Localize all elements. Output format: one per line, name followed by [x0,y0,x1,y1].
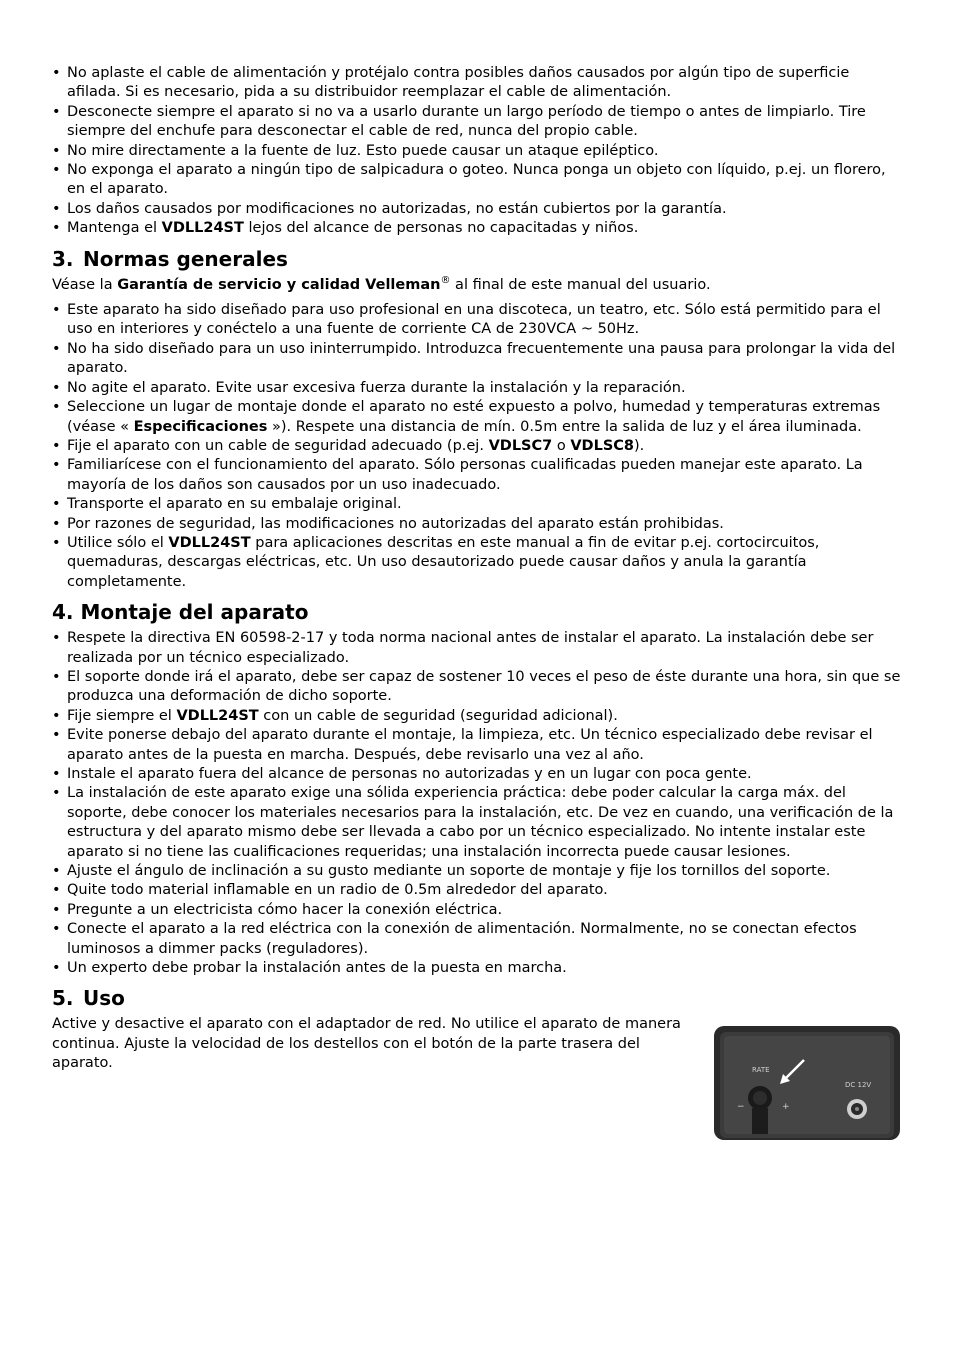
list-item: • Mantenga el VDLL24ST lejos del alcance de personas no capacitadas y niños. [52,219,902,238]
list-item: • No mire directamente a la fuente de luz. Esto puede causar un ataque epiléptico. [52,142,902,161]
list-item: • Familiarícese con el funcionamiento del aparato. Sólo personas cualificadas pueden manejar este aparato. La mayoría de los daños son causados por un uso inadecuado. [52,456,902,495]
section-5-heading: 5. Uso [52,986,125,1011]
list-item: • Este aparato ha sido diseñado para uso profesional en una discoteca, un teatro, etc. Sólo está permitido para el uso en interiores y conéctelo a una fuente de corriente CA de 230VCA ~ 50Hz. [52,301,902,340]
list-item: • Quite todo material inflamable en un radio de 0.5m alrededor del aparato. [52,881,902,900]
list-item: • No exponga el aparato a ningún tipo de salpicadura o goteo. Nunca ponga un objeto con líquido, p.ej. un florero, en el aparato. [52,161,902,200]
section-3-intro: Véase la Garantía de servicio y calidad Velleman® al final de este manual del usuario. [52,274,711,293]
intro-bullet-list [52,64,902,239]
list-item: • Desconecte siempre el aparato si no va a usarlo durante un largo período de tiempo o antes de limpiarlo. Tire siempre del enchufe para desconectar el cable de red, nunca del propio cable. [52,103,902,142]
bold-term: VDLSC7 [488,437,553,454]
bold-term: Garantía de servicio y calidad Velleman [117,276,441,293]
section-4-bullet-list [52,629,902,978]
device-rear-image [712,1024,902,1142]
list-item: • No ha sido diseñado para un uso ininterrumpido. Introduzca frecuentemente una pausa para prolongar la vida del aparato. [52,340,902,379]
list-item: • Los daños causados por modificaciones no autorizadas, no están cubiertos por la garantía. [52,200,902,219]
minus-label: − [737,1102,745,1112]
bold-term: VDLL24ST [176,707,259,724]
list-item: • Utilice sólo el VDLL24ST para aplicaciones descritas en este manual a fin de evitar p.ej. cortocircuitos, quemaduras, descargas eléctricas, etc. Un uso desautorizado puede causar daños y anula la garantía completamente. [52,534,902,592]
list-item: • Por razones de seguridad, las modificaciones no autorizadas del aparato están prohibidas. [52,515,902,534]
list-item: • La instalación de este aparato exige una sólida experiencia práctica: debe poder calcular la carga máx. del soporte, debe conocer los materiales necesarios para la instalación, etc. De vez en cuando, una verificación de la estructura y del aparato mismo debe ser llevada a cabo por un técnico especializado. No intente instalar este aparato si no tiene las cualificaciones requeridas; una instalación incorrecta puede causar lesiones. [52,784,902,862]
section-4-heading: 4. Montaje del aparato [52,600,309,625]
bold-term: VDLSC8 [570,437,634,454]
list-item: • Fije siempre el VDLL24ST con un cable de seguridad (seguridad adicional). [52,707,902,726]
list-item: • Conecte el aparato a la red eléctrica con la conexión de alimentación. Normalmente, no se conectan efectos luminosos a dimmer packs (reguladores). [52,920,902,959]
bold-term: Especificaciones [133,418,268,435]
plus-label: + [782,1102,790,1112]
list-item: • Seleccione un lugar de montaje donde el aparato no esté expuesto a polvo, humedad y temperaturas extremas (véase « Especificaciones »). Respete una distancia de mín. 0.5m entre la salida de luz y el área iluminada. [52,398,902,437]
list-item: • Pregunte a un electricista cómo hacer la conexión eléctrica. [52,901,902,920]
list-item: • Ajuste el ángulo de inclinación a su gusto mediante un soporte de montaje y fije los tornillos del soporte. [52,862,902,881]
list-item: • Un experto debe probar la instalación antes de la puesta en marcha. [52,959,902,978]
list-item: • El soporte donde irá el aparato, debe ser capaz de sostener 10 veces el peso de éste durante una hora, sin que se produzca una deformación de dicho soporte. [52,668,902,707]
bold-term: VDLL24ST [161,220,244,237]
list-item: • Evite ponerse debajo del aparato durante el montaje, la limpieza, etc. Un técnico especializado debe revisar el aparato antes de la puesta en marcha. Después, debe revisarlo una vez al año. [52,726,902,765]
section-3-heading: 3. Normas generales [52,246,288,271]
rate-label: RATE [752,1066,770,1074]
list-item: • No aplaste el cable de alimentación y protéjalo contra posibles daños causados por algún tipo de superficie afilada. Si es necesario, pida a su distribuidor reemplazar el cable de alimentación. [52,64,902,103]
list-item: • Transporte el aparato en su embalaje original. [52,495,902,514]
list-item: • Fije el aparato con un cable de seguridad adecuado (p.ej. VDLSC7 o VDLSC8). [52,437,902,456]
section-5-text: Active y desactive el aparato con el adaptador de red. No utilice el aparato de manera continua. Ajuste la velocidad de los destellos con el botón de la parte trasera del aparato. [52,1016,681,1072]
bold-term: VDLL24ST [168,534,251,551]
device-rear-photo [712,1024,902,1142]
section-3-bullet-list [52,301,902,592]
list-item: • Instale el aparato fuera del alcance de personas no autorizadas y en un lugar con poca gente. [52,765,902,784]
dc-label: DC 12V [845,1081,872,1089]
list-item: • No agite el aparato. Evite usar excesiva fuerza durante la instalación y la reparación. [52,379,902,398]
list-item: • Respete la directiva EN 60598-2-17 y toda norma nacional antes de instalar el aparato. La instalación debe ser realizada por un técnico especializado. [52,629,902,668]
superscript: ® [440,274,451,286]
page [52,64,902,1112]
